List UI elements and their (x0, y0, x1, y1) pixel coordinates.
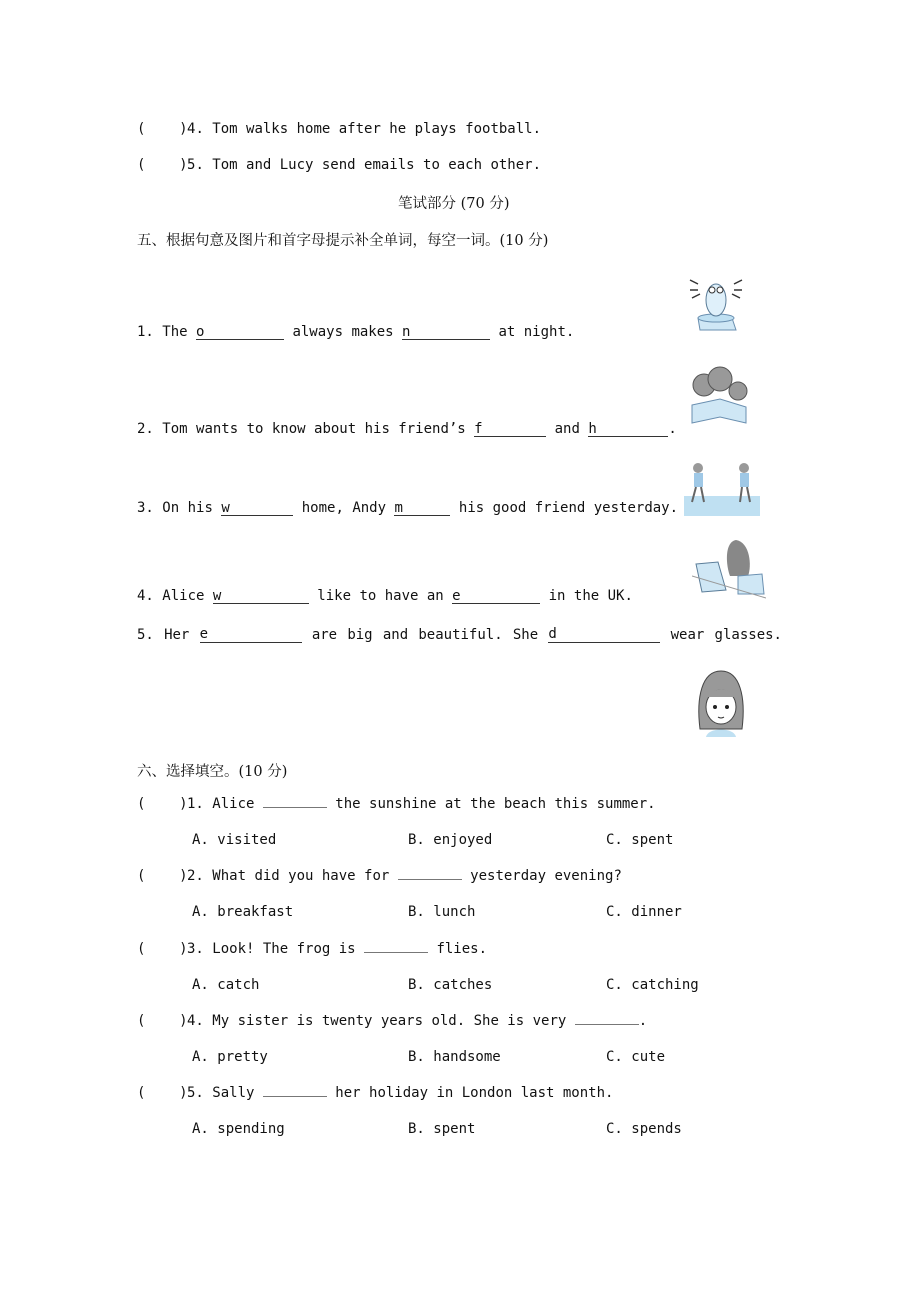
children-reading-book-image (688, 365, 752, 427)
answer-paren[interactable]: ( ) (137, 796, 188, 812)
answer-paren[interactable]: ( ) (137, 941, 188, 957)
girl-with-laptop-image (692, 536, 766, 600)
option-b[interactable]: B. handsome (408, 1049, 501, 1065)
blank-input[interactable]: e (200, 627, 302, 643)
blank-line (398, 878, 462, 880)
item-text: Tom walks home after he plays football. (212, 121, 542, 137)
blank-input[interactable]: e (452, 589, 540, 604)
fill-item-2: 2. Tom wants to know about his friend’s f and h . (137, 421, 677, 437)
blank-input[interactable]: d (548, 627, 660, 643)
option-a[interactable]: A. breakfast (192, 904, 294, 920)
blank-input[interactable]: n (402, 325, 490, 340)
option-b[interactable]: B. lunch (408, 904, 476, 920)
option-c[interactable]: C. spent (606, 832, 674, 848)
option-c[interactable]: C. cute (606, 1049, 666, 1065)
fill-item-1: 1. The o always makes n at night. (137, 324, 575, 340)
choice-question-1: ( )1. Alice the sunshine at the beach this summer. (137, 796, 656, 812)
choice-question-5: ( )5. Sally her holiday in London last month. (137, 1085, 614, 1101)
two-boys-walking-image (684, 460, 760, 516)
choice-question-2: ( )2. What did you have for yesterday evening? (137, 868, 622, 884)
blank-line (364, 951, 428, 953)
item-text: Tom and Lucy send emails to each other. (212, 157, 542, 173)
girl-portrait-image (694, 667, 748, 737)
answer-paren[interactable]: ( ) (137, 1085, 188, 1101)
blank-line (263, 1095, 327, 1097)
fill-item-4: 4. Alice w like to have an e in the UK. (137, 588, 633, 604)
fill-item-3: 3. On his w home, Andy m his good friend yesterday. (137, 500, 679, 516)
option-c[interactable]: C. spends (606, 1121, 682, 1137)
choice-question-3: ( )3. Look! The frog is flies. (137, 941, 488, 957)
option-b[interactable]: B. spent (408, 1121, 476, 1137)
answer-paren[interactable]: ( ) (137, 868, 188, 884)
option-c[interactable]: C. dinner (606, 904, 682, 920)
option-c[interactable]: C. catching (606, 977, 699, 993)
item-number: 4 (187, 121, 196, 137)
option-a[interactable]: A. catch (192, 977, 260, 993)
blank-input[interactable]: w (221, 501, 293, 516)
blank-input[interactable]: h (588, 422, 668, 437)
blank-input[interactable]: m (394, 501, 450, 516)
option-a[interactable]: A. pretty (192, 1049, 268, 1065)
listening-item-5: ( )5. Tom and Lucy send emails to each other. (137, 157, 542, 173)
option-b[interactable]: B. catches (408, 977, 493, 993)
item-number: 5 (187, 157, 196, 173)
blank-input[interactable]: o (196, 325, 284, 340)
option-a[interactable]: A. spending (192, 1121, 285, 1137)
section5-title: 五、根据句意及图片和首字母提示补全单词，每空一词。(10 分) (137, 233, 549, 249)
blank-input[interactable]: w (213, 589, 309, 604)
blank-input[interactable]: f (474, 422, 546, 437)
written-part-title: 笔试部分 (70 分) (398, 196, 510, 212)
answer-paren[interactable]: ( ) (137, 157, 188, 173)
listening-item-4: ( )4. Tom walks home after he plays football. (137, 121, 542, 137)
answer-paren[interactable]: ( ) (137, 1013, 188, 1029)
blank-line (575, 1023, 639, 1025)
owl-on-stump-image (688, 272, 744, 334)
choice-question-4: ( )4. My sister is twenty years old. She is very . (137, 1013, 648, 1029)
option-a[interactable]: A. visited (192, 832, 277, 848)
option-b[interactable]: B. enjoyed (408, 832, 493, 848)
answer-paren[interactable]: ( ) (137, 121, 188, 137)
section6-title: 六、选择填空。(10 分) (137, 764, 288, 780)
blank-line (263, 806, 327, 808)
fill-item-5: 5. Her e are big and beautiful. She d wear glasses. (137, 626, 782, 643)
